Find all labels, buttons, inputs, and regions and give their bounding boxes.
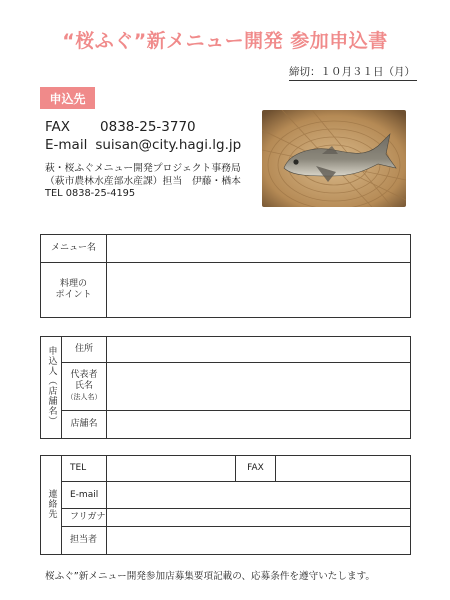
page-title: “桜ふぐ”新メニュー開発 参加申込書 — [62, 30, 388, 52]
fax-field-label: FAX — [236, 456, 276, 482]
menu-name-label: メニュー名 — [41, 235, 107, 263]
email-line — [45, 137, 241, 153]
dish-point-label — [41, 263, 107, 318]
email-address[interactable]: suisan@city.hagi.lg.jp — [95, 137, 242, 153]
organizer-department: （萩市農林水産部水産課）担当 伊藤・楢本 — [45, 175, 241, 187]
dish-point-field[interactable] — [107, 263, 411, 318]
email-label: E-mail — [45, 137, 88, 153]
furigana-label: フリガナ — [62, 509, 107, 527]
applicant-group-label — [41, 337, 62, 439]
fax-line — [45, 119, 196, 135]
contact-table — [40, 455, 411, 555]
furigana-field[interactable] — [107, 509, 411, 527]
tel-field[interactable] — [107, 456, 236, 482]
menu-table — [40, 234, 411, 318]
applicant-group-text: 申込人（店舗名） — [46, 346, 57, 426]
compliance-statement: 桜ふぐ”新メニュー開発参加店募集要項記載の、応募条件を遵守いたします。 — [45, 571, 376, 582]
representative-field[interactable] — [107, 363, 411, 411]
pufferfish-photo-illustration — [262, 110, 406, 207]
shop-name-label: 店舗名 — [62, 411, 107, 439]
pufferfish-on-basket-image — [262, 110, 406, 207]
person-in-charge-field[interactable] — [107, 527, 411, 555]
representative-label-line1: 代表者 — [70, 370, 98, 380]
deadline-text: 締切：１０月３１日（月） — [289, 64, 417, 81]
email-field[interactable] — [107, 482, 411, 509]
representative-label — [62, 363, 107, 411]
organizer-name: 萩・桜ふぐメニュー開発プロジェクト事務局 — [45, 163, 241, 174]
representative-label-line2: 氏名 — [74, 381, 93, 391]
organizer-tel: TEL 0838-25-4195 — [45, 188, 136, 199]
fax-field[interactable] — [276, 456, 411, 482]
organizer-info — [45, 163, 241, 201]
dish-point-label-line1: 料理の — [59, 279, 87, 289]
representative-label-line3: （法人名） — [66, 393, 102, 401]
person-in-charge-label: 担当者 — [62, 527, 107, 555]
contact-group-label — [41, 456, 62, 555]
contact-group-text: 連絡先 — [46, 488, 57, 519]
tel-label: TEL — [62, 456, 107, 482]
fax-number: 0838-25-3770 — [100, 119, 196, 135]
dish-point-label-line2: ポイント — [55, 290, 92, 300]
menu-name-field[interactable] — [107, 235, 411, 263]
address-label: 住所 — [62, 337, 107, 363]
recipient-badge: 申込先 — [40, 87, 95, 109]
email-field-label: E-mail — [62, 482, 107, 509]
fax-label: FAX — [45, 119, 71, 135]
applicant-table — [40, 336, 411, 439]
address-field[interactable] — [107, 337, 411, 363]
shop-name-field[interactable] — [107, 411, 411, 439]
